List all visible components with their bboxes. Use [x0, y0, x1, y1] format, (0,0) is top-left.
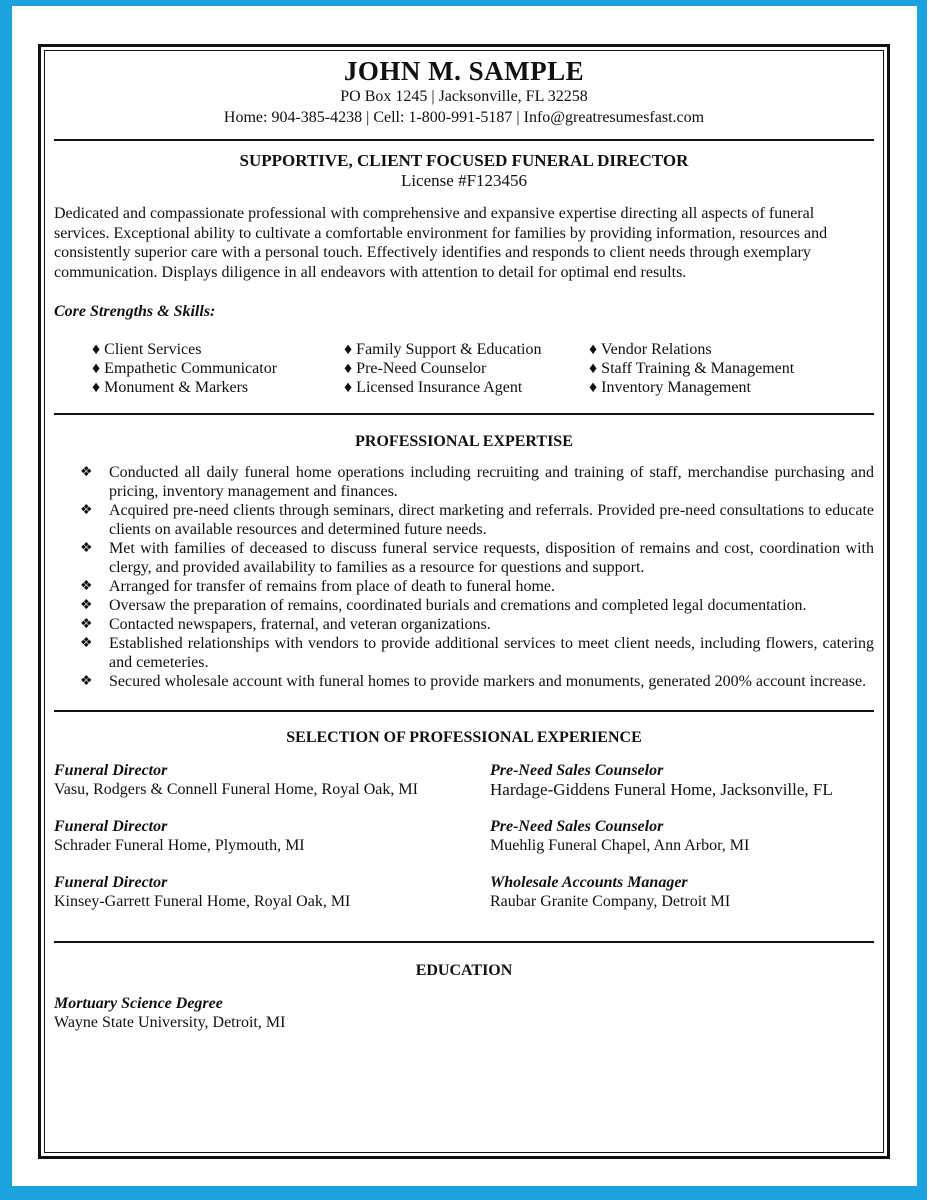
header-divider [54, 139, 874, 141]
summary-paragraph [54, 204, 874, 282]
diamond-bullet-icon: ♦ [589, 379, 598, 396]
fleuron-bullet-icon: ❖ [80, 674, 93, 689]
skill-item: ♦ Empathetic Communicator [92, 360, 278, 377]
job-title: Funeral Director [54, 818, 168, 835]
list-item: ❖ Established relationships with vendors to provide additional services to meet client needs, including flowers, catering and cemeteries. [80, 635, 874, 671]
skill-item: ♦ Client Services [92, 341, 202, 358]
diamond-bullet-icon: ♦ [92, 379, 101, 396]
job-entry [490, 817, 833, 855]
job-title: Wholesale Accounts Manager [490, 874, 688, 891]
job-employer: Raubar Granite Company, Detroit MI [490, 893, 731, 910]
skills-column [92, 340, 344, 397]
job-employer: Schrader Funeral Home, Plymouth, MI [54, 837, 305, 854]
summary-line: services. Exceptional ability to cultivate a comfortable environment for families by providing information, resources and [54, 224, 828, 242]
skill-item: ♦ Inventory Management [589, 379, 751, 396]
section-divider [54, 413, 874, 415]
resume-document [54, 56, 874, 1032]
degree-name: Mortuary Science Degree [54, 995, 223, 1012]
experience-column-left [54, 761, 490, 929]
fleuron-bullet-icon: ❖ [80, 465, 93, 480]
list-item: ❖ Oversaw the preparation of remains, coordinated burials and cremations and completed legal documentation. [80, 597, 807, 614]
skills-column [589, 340, 794, 397]
fleuron-bullet-icon: ❖ [80, 541, 93, 556]
fleuron-bullet-icon: ❖ [80, 579, 93, 594]
job-employer: Hardage-Giddens Funeral Home, Jacksonville, FL [490, 780, 833, 799]
education-entry [54, 994, 874, 1032]
expertise-list [54, 463, 874, 691]
job-title: Pre-Need Sales Counselor [490, 762, 664, 779]
experience-column-right [490, 761, 833, 929]
fleuron-bullet-icon: ❖ [80, 598, 93, 613]
diamond-bullet-icon: ♦ [344, 341, 353, 358]
list-item: ❖ Met with families of deceased to discuss funeral service requests, disposition of remains and cost, coordination with clergy, and provided availability to families as a resource for questions and support. [80, 540, 874, 576]
summary-line: Dedicated and compassionate professional with comprehensive and expansive expertise directing all aspects of funeral [54, 205, 815, 222]
diamond-bullet-icon: ♦ [589, 360, 598, 377]
contact-phones: Home: 904-385-4238 | Cell: 1-800-991-5187 | Info@greatresumesfast.com [223, 109, 705, 126]
list-item: ❖ Secured wholesale account with funeral homes to provide markers and monuments, generated 200% account increase. [80, 673, 867, 690]
job-employer: Kinsey-Garrett Funeral Home, Royal Oak, MI [54, 893, 351, 910]
job-entry [490, 761, 833, 799]
section-divider [54, 941, 874, 943]
objective-block [54, 151, 874, 191]
skill-item: ♦ Family Support & Education [344, 341, 542, 358]
job-employer: Vasu, Rodgers & Connell Funeral Home, Royal Oak, MI [54, 781, 418, 798]
candidate-name: JOHN M. SAMPLE [343, 56, 585, 86]
experience-grid [54, 761, 874, 929]
list-item: ❖ Conducted all daily funeral home operations including recruiting and training of staff, merchandise purchasing and pricing, inventory management and finances. [80, 464, 874, 500]
diamond-bullet-icon: ♦ [92, 360, 101, 377]
skill-item: ♦ Staff Training & Management [589, 360, 795, 377]
job-title: Funeral Director [54, 874, 168, 891]
job-entry [490, 873, 833, 911]
job-title: Funeral Director [54, 762, 168, 779]
summary-line: communication. Displays diligence in all endeavors with attention to detail for optimal end results. [54, 263, 687, 281]
fleuron-bullet-icon: ❖ [80, 636, 93, 651]
skills-label: Core Strengths & Skills: [54, 303, 216, 320]
job-employer: Muehlig Funeral Chapel, Ann Arbor, MI [490, 837, 750, 854]
objective-title: SUPPORTIVE, CLIENT FOCUSED FUNERAL DIRECTOR [239, 151, 689, 170]
section-divider [54, 710, 874, 712]
resume-header [54, 56, 874, 128]
skill-item: ♦ Licensed Insurance Agent [344, 379, 523, 396]
contact-address: PO Box 1245 | Jacksonville, FL 32258 [340, 88, 588, 105]
education-title: EDUCATION [415, 962, 513, 979]
experience-title: SELECTION OF PROFESSIONAL EXPERIENCE [286, 729, 642, 746]
list-item: ❖ Arranged for transfer of remains from place of death to funeral home. [80, 578, 556, 595]
diamond-bullet-icon: ♦ [589, 341, 598, 358]
fleuron-bullet-icon: ❖ [80, 617, 93, 632]
diamond-bullet-icon: ♦ [344, 379, 353, 396]
list-item: ❖ Acquired pre-need clients through seminars, direct marketing and referrals. Provided pre-need consultations to educate clients on available resources and determined future needs. [80, 502, 874, 538]
expertise-title: PROFESSIONAL EXPERTISE [355, 433, 573, 450]
job-title: Pre-Need Sales Counselor [490, 818, 664, 835]
skill-item: ♦ Monument & Markers [92, 379, 249, 396]
job-entry [54, 873, 490, 911]
fleuron-bullet-icon: ❖ [80, 503, 93, 518]
list-item: ❖ Contacted newspapers, fraternal, and veteran organizations. [80, 616, 491, 633]
diamond-bullet-icon: ♦ [344, 360, 353, 377]
summary-line: consistently superior care with a personal touch. Effectively identifies and responds to client needs through exemplary [54, 244, 811, 261]
job-entry [54, 817, 490, 855]
school-name: Wayne State University, Detroit, MI [54, 1014, 286, 1031]
skill-item: ♦ Vendor Relations [589, 341, 712, 358]
skills-column [344, 340, 589, 397]
skills-grid [54, 340, 874, 397]
job-entry [54, 761, 490, 799]
diamond-bullet-icon: ♦ [92, 341, 101, 358]
skill-item: ♦ Pre-Need Counselor [344, 360, 487, 377]
license-number: License #F123456 [400, 171, 528, 190]
